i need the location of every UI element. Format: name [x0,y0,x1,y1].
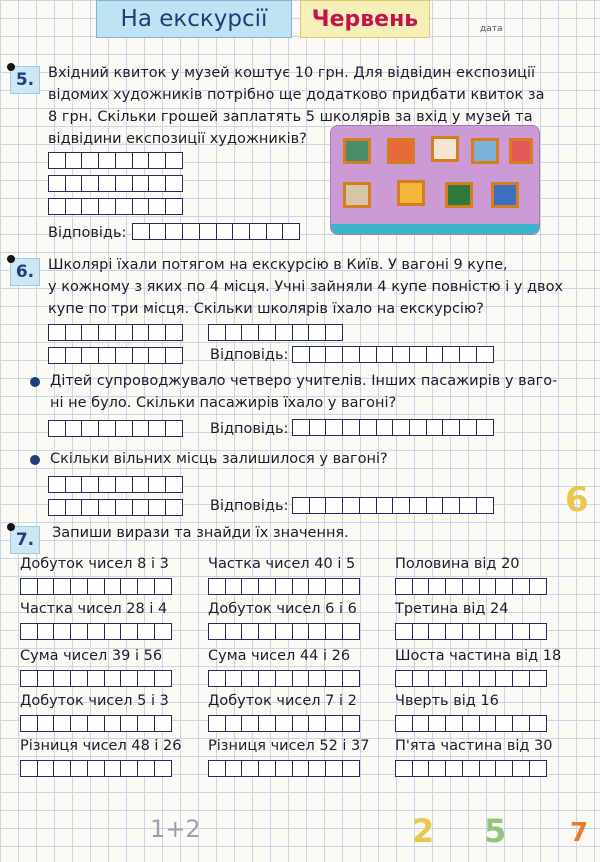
task-7-answer-cells[interactable] [20,760,170,777]
task-7-expression-label: Різниця чисел 48 і 26 [20,738,182,754]
painting-frame [343,138,371,164]
task-7-answer-cells[interactable] [20,578,170,595]
task-6-sub1-cells[interactable] [48,420,182,437]
task-7-expression-label: Чверть від 16 [395,693,499,709]
task-5-cells-row-1[interactable] [48,152,182,169]
task-7-answer-cells[interactable] [208,623,358,640]
task-7-instruction: Запиши вирази та знайди їх значення. [52,525,349,541]
side-digit: 6 [565,480,589,520]
task-5-answer-cells[interactable] [132,223,299,240]
task-7-answer-cells[interactable] [395,578,545,595]
task-7-expression-label: Сума чисел 44 і 26 [208,648,351,664]
task-7-expression-label: Добуток чисел 8 і 3 [20,556,169,572]
painting-frame [445,182,473,208]
task-7-answer-cells[interactable] [395,670,545,687]
task-5-cells-row-3[interactable] [48,198,182,215]
month-title: Червень [300,0,430,38]
museum-floor [331,224,539,234]
task-7-answer-cells[interactable] [395,715,545,732]
task-5-line-1: Вхідний квиток у музей коштує 10 грн. Для відвідин експозиції [48,65,536,81]
page-number: 7 [570,818,589,848]
task-6-sub1-line-2: ні не було. Скільки пасажирів їхало у вагоні? [50,395,397,411]
task-7-expression-label: Третина від 24 [395,601,509,617]
task-7-expression-label: Частка чисел 40 і 5 [208,556,356,572]
painting-frame [397,180,425,206]
task-6-answer-label: Відповідь: [210,347,289,363]
task-5-answer-label: Відповідь: [48,225,127,241]
task-6-answer-cells[interactable] [292,346,492,363]
task-6-sub1-answer-cells[interactable] [292,419,492,436]
task-7-answer-cells[interactable] [208,578,358,595]
task-7-answer-cells[interactable] [20,670,170,687]
task-6-line-1: Школярі їхали потягом на екскурсію в Київ. У вагоні 9 купе, [48,257,508,273]
painting-frame [509,138,533,164]
painting-frame [491,182,519,208]
task-5-number: 5. [10,66,40,94]
task-7-expression-label: Різниця чисел 52 і 37 [208,738,370,754]
task-6-cells-row-1b[interactable] [208,324,342,341]
task-6-cells-row-2[interactable] [48,347,182,364]
task-6-cells-row-1a[interactable] [48,324,182,341]
task-6-sub1-answer-label: Відповідь: [210,421,289,437]
task-7-answer-cells[interactable] [20,623,170,640]
task-7-expression-label: Частка чисел 28 і 4 [20,601,168,617]
task-6-sub2-cells-row-2[interactable] [48,499,182,516]
task-6-line-2: у кожному з яких по 4 місця. Учні зайняли 4 купе повністю і у двох [48,279,564,295]
task-5-line-4: відвідини експозиції художників? [48,131,307,147]
task-7-answer-cells[interactable] [208,670,358,687]
bullet-dot [30,455,40,465]
bullet-dot [30,377,40,387]
task-7-expression-label: П'ята частина від 30 [395,738,553,754]
task-7-answer-cells[interactable] [208,715,358,732]
task-7-expression-label: Добуток чисел 7 і 2 [208,693,357,709]
task-6-sub2-answer-cells[interactable] [292,497,492,514]
task-7-expression-label: Сума чисел 39 і 56 [20,648,163,664]
page-header [96,0,486,40]
task-7-expression-label: Шоста частина від 18 [395,648,562,664]
task-6-sub2-line-1: Скільки вільних місць залишилося у вагоні? [50,451,388,467]
task-6-number: 6. [10,258,40,286]
task-6-sub1-line-1: Дітей супроводжувало четверо учителів. Інших пасажирів у ваго- [50,373,558,389]
task-7-expression-label: Добуток чисел 6 і 6 [208,601,357,617]
task-7-answer-cells[interactable] [395,760,545,777]
task-7-expression-label: Добуток чисел 5 і 3 [20,693,169,709]
task-7-expression-label: Половина від 20 [395,556,520,572]
task-7-number: 7. [10,526,40,554]
painting-frame [431,136,459,162]
painting-frame [343,182,371,208]
topic-title: На екскурсії [96,0,292,38]
task-5-cells-row-2[interactable] [48,175,182,192]
task-6-sub2-answer-label: Відповідь: [210,498,289,514]
task-5-line-2: відомих художників потрібно ще додатково придбати квиток за [48,87,545,103]
task-5-line-3: 8 грн. Скільки грошей заплатять 5 школярів за вхід у музей та [48,109,533,125]
museum-illustration [330,125,540,235]
task-7-answer-cells[interactable] [20,715,170,732]
task-7-answer-cells[interactable] [395,623,545,640]
painting-frame [387,138,415,164]
date-label: дата [480,24,503,34]
doodle-digit-2: 2 [412,812,435,850]
doodle-digit-5: 5 [484,812,507,850]
task-6-sub2-cells-row-1[interactable] [48,476,182,493]
painting-frame [471,138,499,164]
task-7-answer-cells[interactable] [208,760,358,777]
doodle-sum: 1+2 [150,815,201,843]
task-6-line-3: купе по три місця. Скільки школярів їхало на екскурсію? [48,301,484,317]
